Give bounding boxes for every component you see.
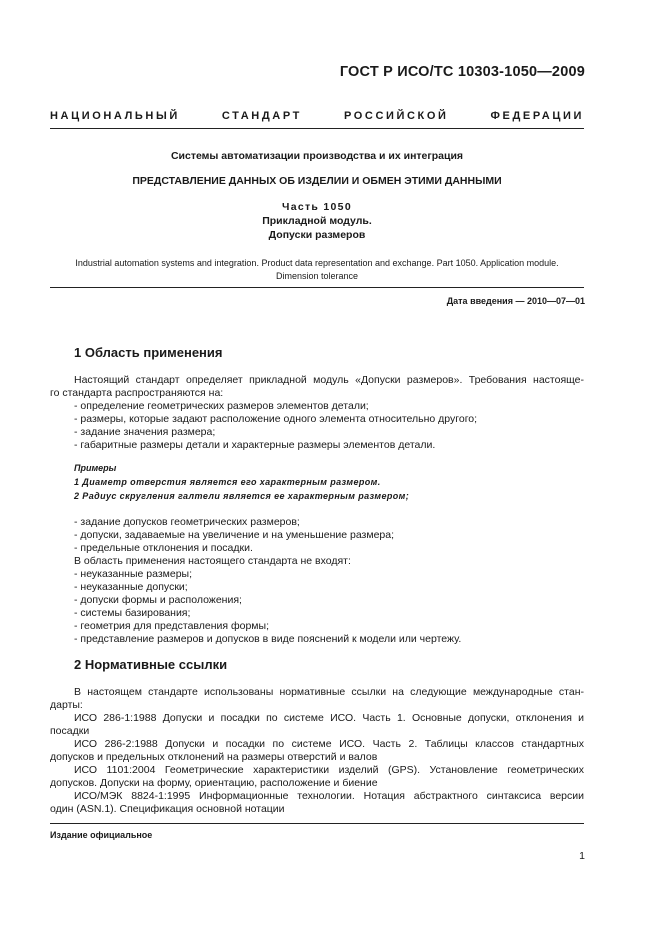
list-item: - допуски, задаваемые на увеличение и на уменьшение размера; [74,529,395,541]
list-item: - габаритные размеры детали и характерные размеры элементов детали. [74,439,436,451]
edition-label: Издание официальное [50,830,153,840]
list-item: - геометрия для представления формы; [74,620,269,632]
header-divider [50,128,584,129]
title-divider [50,287,584,288]
list-item: - системы базирования; [74,607,191,619]
examples-label: Примеры [74,463,117,473]
list-item: - представление размеров и допусков в виде пояснений к модели или чертежу. [74,633,462,645]
example-item: 1 Диаметр отверстия является его характерным размером. [74,477,381,487]
list-item: - неуказанные размеры; [74,568,193,580]
section-2-heading: 2 Нормативные ссылки [74,657,228,672]
reference-item-continuation: посадки [50,725,90,737]
reference-item-continuation: допусков. Допуски на форму, ориентацию, расположение и биение [50,777,378,789]
excluded-intro: В область применения настоящего стандарта не входят: [74,555,351,567]
module-name: Допуски размеров [268,229,366,241]
list-item: - неуказанные допуски; [74,581,188,593]
part-label: Часть 1050 [282,201,352,213]
list-item: - размеры, которые задают расположение одного элемента относительно другого; [74,413,478,425]
national-standard-title: НАЦИОНАЛЬНЫЙ СТАНДАРТ РОССИЙСКОЙ ФЕДЕРАЦИИ [50,110,584,122]
section-2-intro-line-1: В настоящем стандарте использованы нормативные ссылки на следующие международные стан- [74,686,584,698]
section-1-intro-line-1: Настоящий стандарт определяет прикладной модуль «Допуски размеров». Требования настояще- [74,374,584,386]
list-item: - предельные отклонения и посадки. [74,542,253,554]
document-number: ГОСТ Р ИСО/ТС 10303-1050—2009 [339,64,585,80]
list-item: - допуски формы и расположения; [74,594,242,606]
page-number: 1 [579,850,585,862]
list-item: - задание допусков геометрических размеров; [74,516,300,528]
list-item: - определение геометрических размеров элементов детали; [74,400,369,412]
standard-subtitle: Системы автоматизации производства и их интеграция [170,150,464,162]
reference-item: ИСО 286-2:1988 Допуски и посадки по системе ИСО. Часть 2. Таблицы классов стандартных [74,738,584,750]
reference-item-continuation: допусков и предельных отклонений на размеры отверстий и валов [50,751,378,763]
section-1-heading: 1 Область применения [74,345,223,360]
reference-item-continuation: один (ASN.1). Спецификация основной нотации [50,803,285,815]
footer-divider [50,823,584,824]
list-item: - задание значения размера; [74,426,216,438]
section-1-intro-line-2: го стандарта распространяются на: [50,387,224,399]
standard-main-title: ПРЕДСТАВЛЕНИЕ ДАННЫХ ОБ ИЗДЕЛИИ И ОБМЕН ЭТИМИ ДАННЫМИ [132,175,502,187]
introduction-date: Дата введения — 2010—07—01 [446,296,585,306]
reference-item: ИСО/МЭК 8824-1:1995 Информационные технологии. Нотация абстрактного синтаксиса версии [74,790,584,802]
reference-item: ИСО 286-1:1988 Допуски и посадки по системе ИСО. Часть 1. Основные допуски, отклонения и [74,712,584,724]
english-title: Industrial automation systems and integration. Product data representation and exchange. Part 1050. Application module. Dimension tolerance [75,258,559,281]
module-line: Прикладной модуль. [262,215,372,227]
reference-item: ИСО 1101:2004 Геометрические характеристики изделий (GPS). Установление геометрических [74,764,584,776]
example-item: 2 Радиус скругления галтели является ее характерным размером; [74,491,410,501]
section-2-intro-line-2: дарты: [50,699,83,711]
